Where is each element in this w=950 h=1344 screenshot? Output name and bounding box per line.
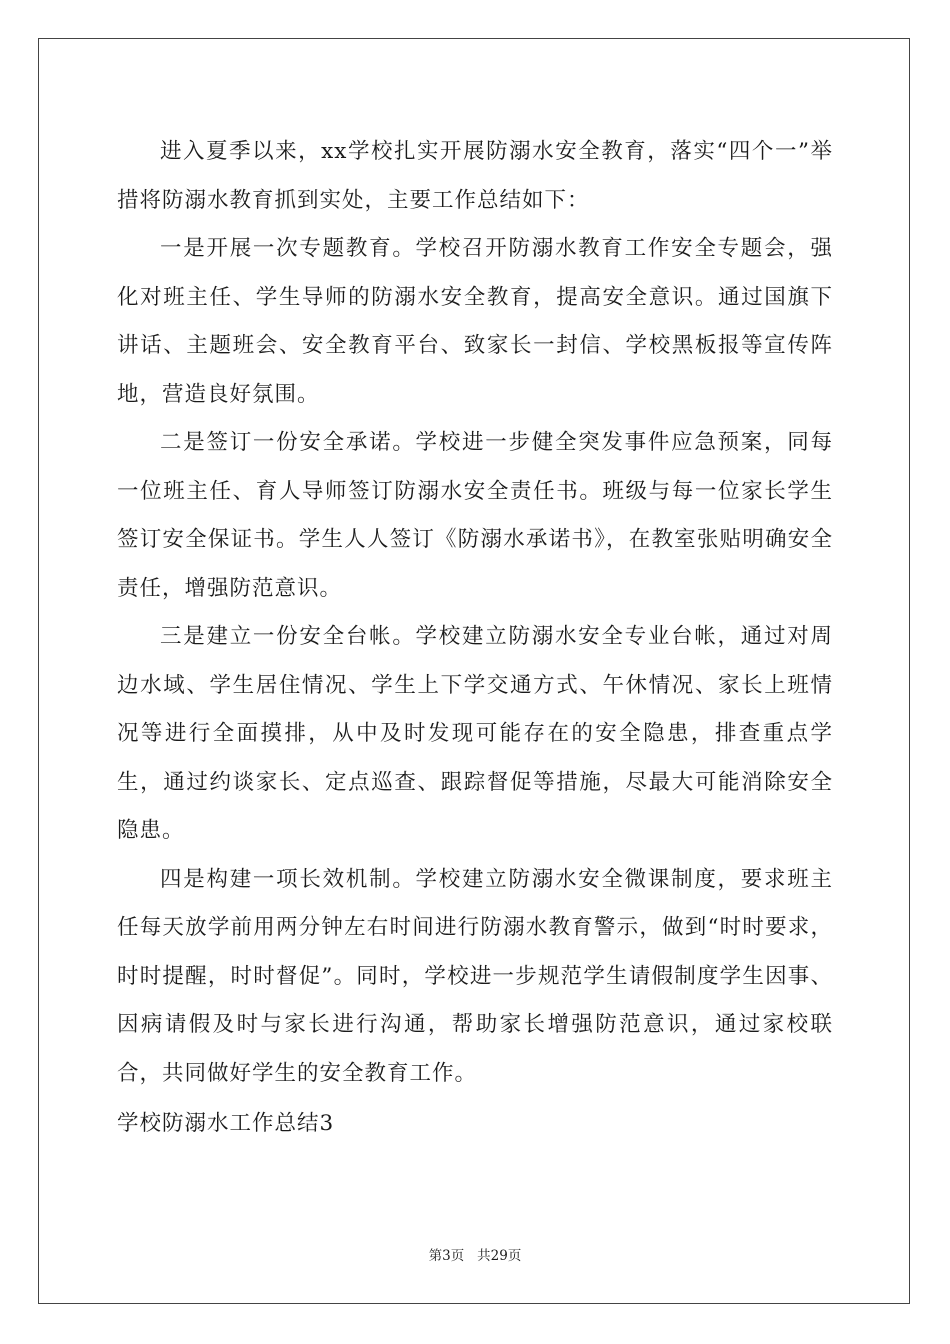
paragraph-item-2: 二是签订一份安全承诺。学校进一步健全突发事件应急预案，同每一位班主任、育人导师签订防溺水安全责任书。班级与每一位家长学生签订安全保证书。学生人人签订《防溺水承诺书》，在教室张贴明确安全责任，增强防范意识。	[117, 430, 833, 601]
document-body	[117, 128, 833, 1149]
paragraph-item-1: 一是开展一次专题教育。学校召开防溺水教育工作安全专题会，强化对班主任、学生导师的防溺水安全教育，提高安全意识。通过国旗下讲话、主题班会、安全教育平台、致家长一封信、学校黑板报等宣传阵地，营造良好氛围。	[117, 236, 833, 407]
page-number: 第3页 共29页	[428, 1248, 522, 1264]
paragraph-item-3: 三是建立一份安全台帐。学校建立防溺水安全专业台帐，通过对周边水域、学生居住情况、学生上下学交通方式、午休情况、家长上班情况等进行全面摸排，从中及时发现可能存在的安全隐患，排查重点学生，通过约谈家长、定点巡查、跟踪督促等措施，尽最大可能消除安全隐患。	[117, 624, 833, 843]
paragraph-intro: 进入夏季以来，xx学校扎实开展防溺水安全教育，落实“四个一”举措将防溺水教育抓到实处，主要工作总结如下：	[117, 139, 833, 213]
paragraph-item-4: 四是构建一项长效机制。学校建立防溺水安全微课制度，要求班主任每天放学前用两分钟左右时间进行防溺水教育警示，做到“时时要求，时时提醒，时时督促”。同时，学校进一步规范学生请假制度学生因事、因病请假及时与家长进行沟通，帮助家长增强防范意识，通过家校联合，共同做好学生的安全教育工作。	[117, 866, 833, 1086]
section-heading: 学校防溺水工作总结3	[117, 1111, 335, 1136]
